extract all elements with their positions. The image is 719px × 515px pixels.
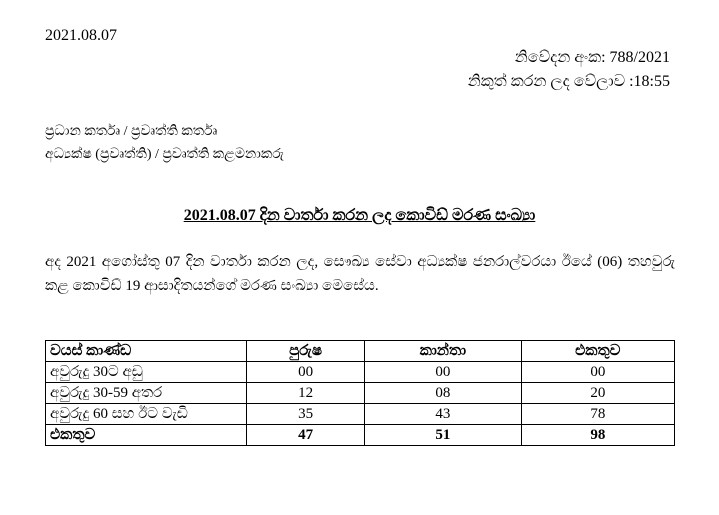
total-label-cell: එකතුව bbox=[46, 425, 247, 446]
age-group-cell: අවුරුදු 30-59 අතර bbox=[46, 383, 247, 404]
male-cell: 12 bbox=[247, 383, 365, 404]
female-cell: 43 bbox=[365, 404, 521, 425]
header-total: එකතුව bbox=[521, 341, 674, 362]
table-header-row bbox=[46, 341, 675, 362]
grand-total-cell: 98 bbox=[521, 425, 674, 446]
issue-time: නිකුත් කරන ලද වේලාව :18:55 bbox=[467, 73, 670, 90]
male-cell: 00 bbox=[247, 362, 365, 383]
header-female: කාන්තා bbox=[365, 341, 521, 362]
body-paragraph: අද 2021 අගෝස්තු 07 දින වාර්තා කරන ලද, සෞඛ්‍ය සේවා අධ්‍යක්ෂ ජනරාල්වරයා ඊයේ (06) තහවුරු කළ කොවිඩ් 19 ආසාදිතයන්ගේ මරණ සංඛ්‍යා මෙසේය. bbox=[45, 254, 675, 294]
total-cell: 20 bbox=[521, 383, 674, 404]
document-date: 2021.08.07 bbox=[45, 27, 117, 44]
total-cell: 00 bbox=[521, 362, 674, 383]
total-female-cell: 51 bbox=[365, 425, 521, 446]
male-cell: 35 bbox=[247, 404, 365, 425]
document-title-text: 2021.08.07 දින වාර්තා කරන ලද කොවිඩ් මරණ සංඛ්‍යා bbox=[183, 207, 536, 224]
table-total-row bbox=[46, 425, 675, 446]
addressee-line-2: අධ්‍යක්ෂ (ප්‍රවෘත්ති) / ප්‍රවෘත්ති කළමනාකරු bbox=[45, 147, 284, 162]
total-male-cell: 47 bbox=[247, 425, 365, 446]
header-male: පුරුෂ bbox=[247, 341, 365, 362]
addressee-line-1: ප්‍රධාන කර්තෘ / ප්‍රවෘත්ති කර්තෘ bbox=[45, 124, 218, 139]
age-group-cell: අවුරුදු 30ට අඩු bbox=[46, 362, 247, 383]
table-row bbox=[46, 362, 675, 383]
deaths-table bbox=[45, 340, 675, 446]
table-row bbox=[46, 404, 675, 425]
age-group-cell: අවුරුදු 60 සහ ඊට වැඩි bbox=[46, 404, 247, 425]
document-title bbox=[0, 207, 719, 225]
header-age-group: වයස් කාණ්ඩ bbox=[46, 341, 247, 362]
female-cell: 00 bbox=[365, 362, 521, 383]
table-row bbox=[46, 383, 675, 404]
reference-number: නිවේදන අංක: 788/2021 bbox=[514, 49, 670, 66]
total-cell: 78 bbox=[521, 404, 674, 425]
female-cell: 08 bbox=[365, 383, 521, 404]
